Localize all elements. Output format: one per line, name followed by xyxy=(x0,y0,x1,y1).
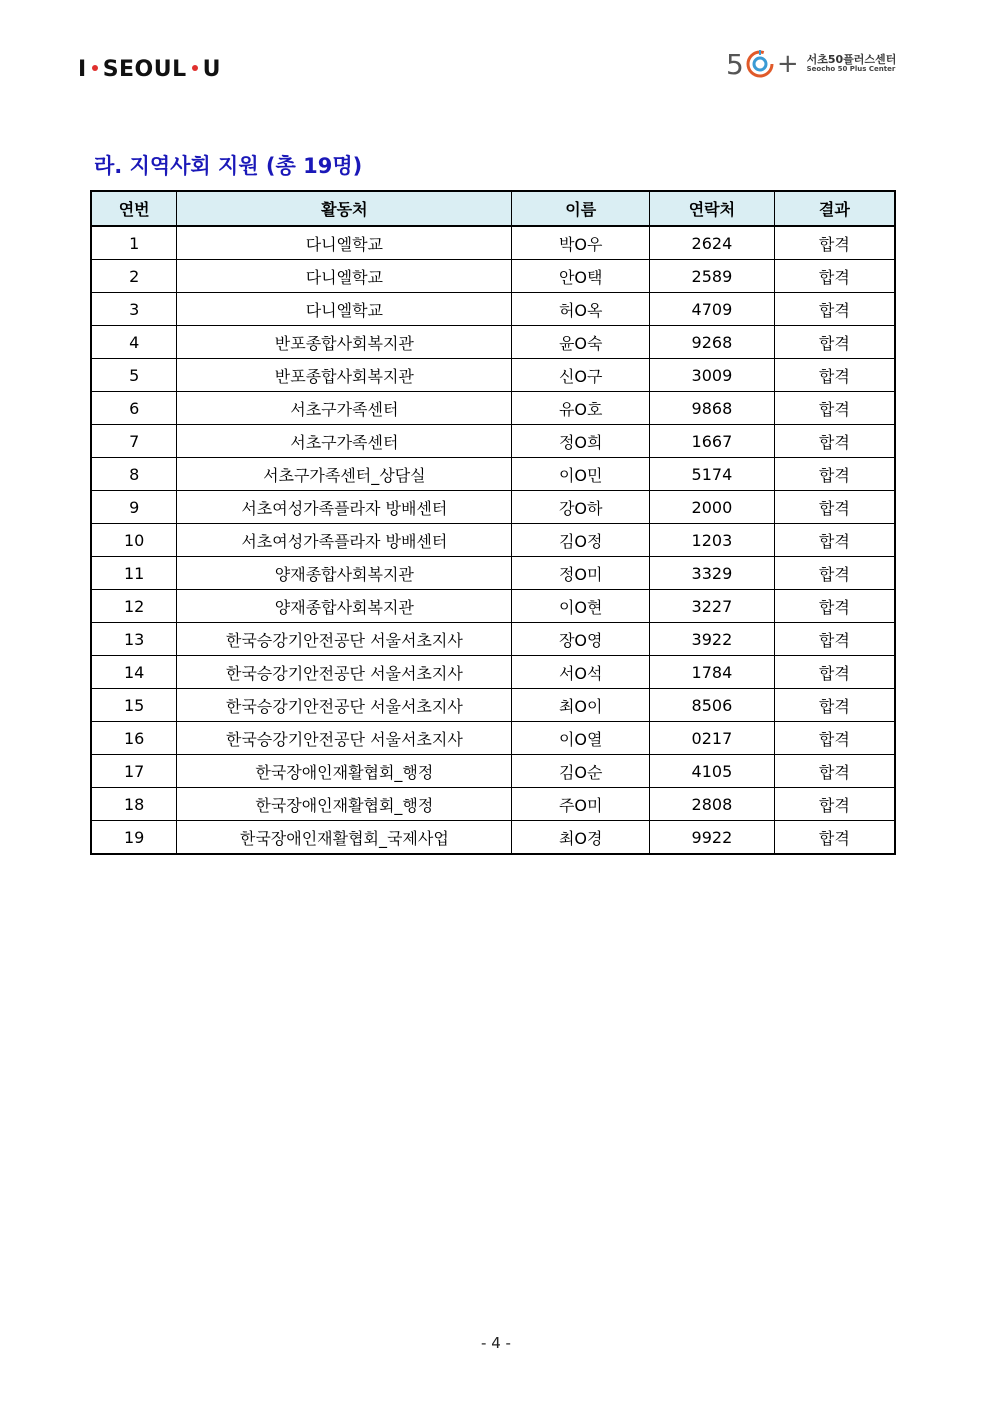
cell-result: 합격 xyxy=(774,491,895,524)
cell-no: 13 xyxy=(91,623,177,656)
cell-contact: 0217 xyxy=(650,722,775,755)
table-row xyxy=(91,656,895,689)
cell-contact: 3227 xyxy=(650,590,775,623)
cell-result: 합격 xyxy=(774,689,895,722)
cell-result: 합격 xyxy=(774,425,895,458)
cell-no: 1 xyxy=(91,226,177,260)
table-row xyxy=(91,557,895,590)
cell-place: 한국장애인재활협회_행정 xyxy=(177,788,512,821)
cell-contact: 3922 xyxy=(650,623,775,656)
table-row xyxy=(91,226,895,260)
cell-no: 10 xyxy=(91,524,177,557)
cell-result: 합격 xyxy=(774,755,895,788)
cell-contact: 9868 xyxy=(650,392,775,425)
table-body xyxy=(91,226,895,854)
cell-place: 서초여성가족플라자 방배센터 xyxy=(177,524,512,557)
cell-no: 14 xyxy=(91,656,177,689)
cell-name: 장O영 xyxy=(512,623,650,656)
cell-no: 9 xyxy=(91,491,177,524)
cell-name: 김O순 xyxy=(512,755,650,788)
cell-result: 합격 xyxy=(774,226,895,260)
cell-result: 합격 xyxy=(774,326,895,359)
cell-name: 최O이 xyxy=(512,689,650,722)
cell-result: 합격 xyxy=(774,821,895,855)
cell-name: 김O정 xyxy=(512,524,650,557)
table-row xyxy=(91,491,895,524)
header-result: 결과 xyxy=(774,191,895,226)
cell-place: 서초구가족센터 xyxy=(177,425,512,458)
cell-name: 강O하 xyxy=(512,491,650,524)
cell-name: 윤O숙 xyxy=(512,326,650,359)
cell-place: 다니엘학교 xyxy=(177,293,512,326)
cell-contact: 2000 xyxy=(650,491,775,524)
table-row xyxy=(91,458,895,491)
cell-contact: 1667 xyxy=(650,425,775,458)
cell-place: 반포종합사회복지관 xyxy=(177,359,512,392)
seocho-50-plus-logo xyxy=(726,44,896,84)
cell-name: 허O옥 xyxy=(512,293,650,326)
page-number: - 4 - xyxy=(481,1334,511,1352)
cell-result: 합격 xyxy=(774,656,895,689)
cell-no: 11 xyxy=(91,557,177,590)
seoul-logo xyxy=(78,54,221,84)
cell-result: 합격 xyxy=(774,788,895,821)
cell-name: 정O희 xyxy=(512,425,650,458)
cell-name: 최O경 xyxy=(512,821,650,855)
cell-contact: 1784 xyxy=(650,656,775,689)
cell-no: 15 xyxy=(91,689,177,722)
table-row xyxy=(91,326,895,359)
cell-result: 합격 xyxy=(774,557,895,590)
cell-contact: 9922 xyxy=(650,821,775,855)
cell-place: 서초구가족센터_상담실 xyxy=(177,458,512,491)
header-contact: 연락처 xyxy=(650,191,775,226)
cell-contact: 2589 xyxy=(650,260,775,293)
cell-no: 6 xyxy=(91,392,177,425)
cell-place: 한국승강기안전공단 서울서초지사 xyxy=(177,722,512,755)
cell-result: 합격 xyxy=(774,590,895,623)
cell-place: 서초여성가족플라자 방배센터 xyxy=(177,491,512,524)
cell-result: 합격 xyxy=(774,293,895,326)
cell-no: 16 xyxy=(91,722,177,755)
logo-name-kr: 서초50플러스센터 xyxy=(806,53,897,67)
cell-name: 정O미 xyxy=(512,557,650,590)
seoul-logo-dot xyxy=(92,65,98,71)
cell-no: 2 xyxy=(91,260,177,293)
cell-no: 18 xyxy=(91,788,177,821)
cell-no: 7 xyxy=(91,425,177,458)
results-table xyxy=(90,190,896,855)
table-row xyxy=(91,722,895,755)
cell-contact: 4709 xyxy=(650,293,775,326)
cell-name: 이O현 xyxy=(512,590,650,623)
cell-no: 12 xyxy=(91,590,177,623)
cell-contact: 3329 xyxy=(650,557,775,590)
cell-contact: 8506 xyxy=(650,689,775,722)
cell-contact: 1203 xyxy=(650,524,775,557)
table-row xyxy=(91,392,895,425)
cell-name: 안O택 xyxy=(512,260,650,293)
seoul-logo-i: I xyxy=(78,56,87,82)
table-row xyxy=(91,524,895,557)
table-row xyxy=(91,755,895,788)
table-header-row xyxy=(91,191,895,226)
table-row xyxy=(91,821,895,855)
cell-name: 서O석 xyxy=(512,656,650,689)
logo-digit: 5 xyxy=(726,47,744,81)
cell-contact: 2624 xyxy=(650,226,775,260)
cell-contact: 2808 xyxy=(650,788,775,821)
cell-place: 양재종합사회복지관 xyxy=(177,557,512,590)
cell-place: 한국승강기안전공단 서울서초지사 xyxy=(177,689,512,722)
table-row xyxy=(91,260,895,293)
table-row xyxy=(91,293,895,326)
seoul-logo-dot xyxy=(192,65,198,71)
cell-no: 17 xyxy=(91,755,177,788)
cell-place: 한국장애인재활협회_행정 xyxy=(177,755,512,788)
cell-name: 이O민 xyxy=(512,458,650,491)
cell-result: 합격 xyxy=(774,260,895,293)
header-no: 연번 xyxy=(91,191,177,226)
cell-contact: 5174 xyxy=(650,458,775,491)
cell-no: 5 xyxy=(91,359,177,392)
table-row xyxy=(91,425,895,458)
cell-name: 유O호 xyxy=(512,392,650,425)
cell-name: 박O우 xyxy=(512,226,650,260)
cell-name: 신O구 xyxy=(512,359,650,392)
logo-name-en: Seocho 50 Plus Center xyxy=(806,65,896,74)
logo-plus: + xyxy=(776,49,799,79)
header-place: 활동처 xyxy=(177,191,512,226)
cell-result: 합격 xyxy=(774,458,895,491)
cell-result: 합격 xyxy=(774,392,895,425)
cell-no: 3 xyxy=(91,293,177,326)
cell-no: 8 xyxy=(91,458,177,491)
header-name: 이름 xyxy=(512,191,650,226)
table-row xyxy=(91,689,895,722)
cell-place: 다니엘학교 xyxy=(177,226,512,260)
cell-result: 합격 xyxy=(774,524,895,557)
cell-name: 주O미 xyxy=(512,788,650,821)
cell-place: 양재종합사회복지관 xyxy=(177,590,512,623)
cell-place: 한국승강기안전공단 서울서초지사 xyxy=(177,656,512,689)
cell-name: 이O열 xyxy=(512,722,650,755)
cell-place: 한국장애인재활협회_국제사업 xyxy=(177,821,512,855)
table-row xyxy=(91,788,895,821)
cell-contact: 9268 xyxy=(650,326,775,359)
cell-no: 19 xyxy=(91,821,177,855)
cell-place: 다니엘학교 xyxy=(177,260,512,293)
cell-place: 한국승강기안전공단 서울서초지사 xyxy=(177,623,512,656)
cell-result: 합격 xyxy=(774,359,895,392)
cell-place: 서초구가족센터 xyxy=(177,392,512,425)
cell-contact: 3009 xyxy=(650,359,775,392)
seoul-logo-u: U xyxy=(202,56,222,82)
section-title: 라. 지역사회 지원 (총 19명) xyxy=(94,154,363,178)
seoul-logo-seoul: SEOUL xyxy=(102,56,187,82)
cell-contact: 4105 xyxy=(650,755,775,788)
table-row xyxy=(91,623,895,656)
cell-no: 4 xyxy=(91,326,177,359)
table-row xyxy=(91,359,895,392)
cell-place: 반포종합사회복지관 xyxy=(177,326,512,359)
table-row xyxy=(91,590,895,623)
target-ring-icon xyxy=(745,49,775,79)
cell-result: 합격 xyxy=(774,722,895,755)
cell-result: 합격 xyxy=(774,623,895,656)
